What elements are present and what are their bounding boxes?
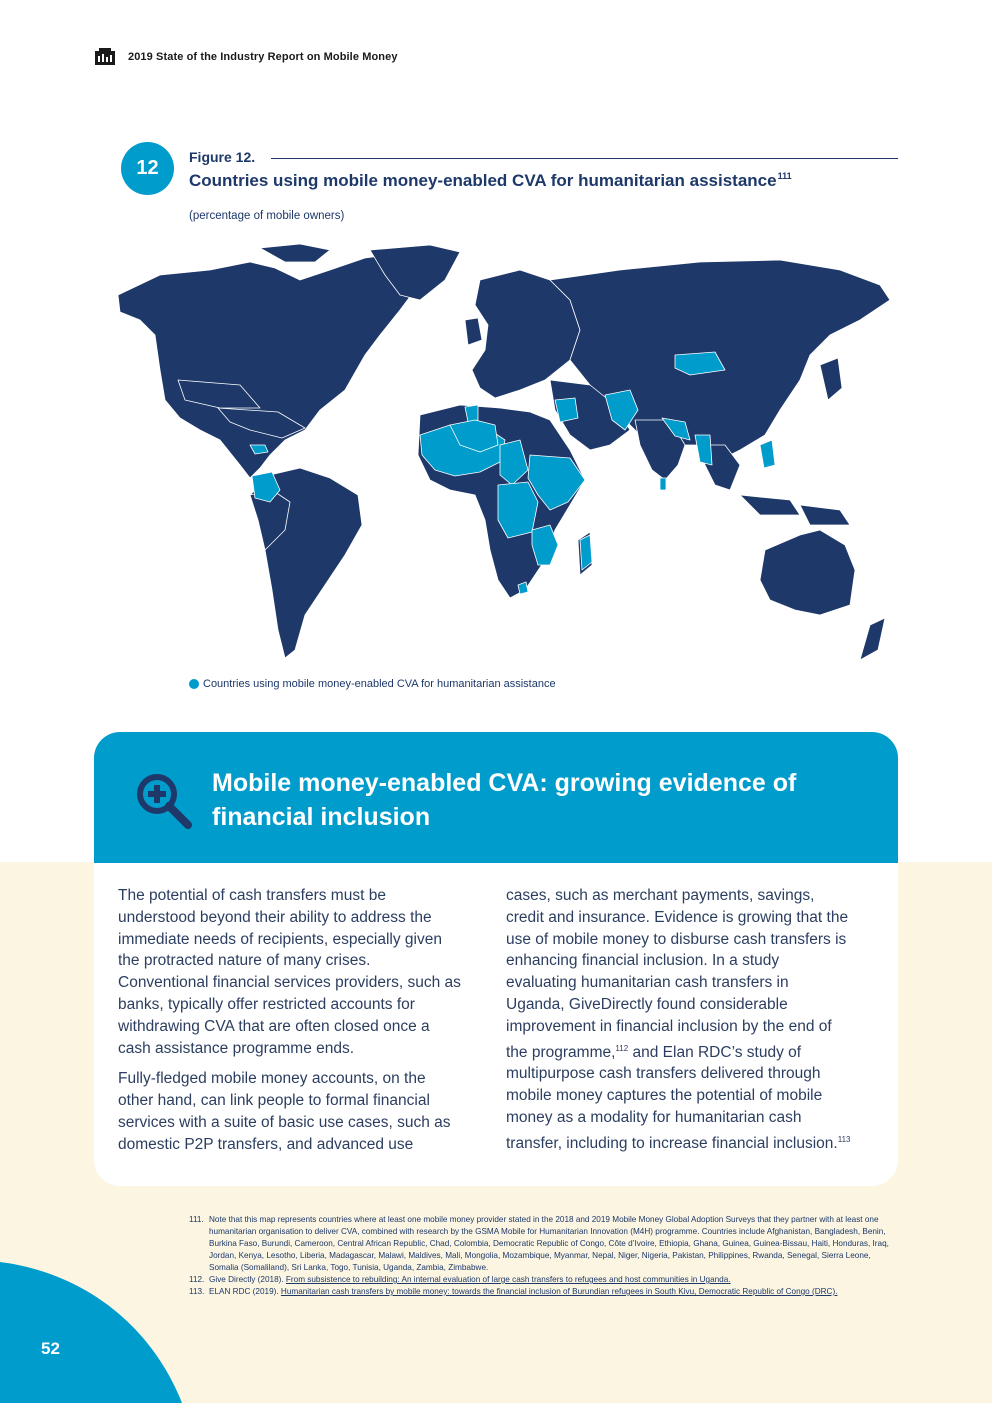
callout-column-1 [118, 885, 463, 1165]
world-map [100, 240, 900, 665]
map-sri-lanka-maldives [660, 478, 666, 490]
map-myanmar [695, 435, 712, 465]
callout-body [94, 863, 898, 1186]
callout-header [94, 732, 898, 863]
footnote-link[interactable]: Humanitarian cash transfers by mobile money: towards the financial inclusion of Burundian refugees in South Kivu, Democratic Republic of Congo (DRC). [280, 1287, 838, 1296]
footnote: 111. Note that this map represents countries where at least one mobile money provider stated in the 2018 and 2019 Mobile Money Global Adoption Surveys that they partner with at least one humanitarian organisation to deliver CVA, combined with research by the GSMA Mobile for Humanitarian Innovation (M4H) programme. Countries include Afghanistan, Bangladesh, Benin, Burkina Faso, Burundi, Cameroon, Central African Republic, Chad, Colombia, Democratic Republic of Congo, Côte d’Ivoire, Ethiopia, Ghana, Guinea, Guinea-Bissau, Haiti, Honduras, Iraq, Jordan, Kenya, Lesotho, Liberia, Madagascar, Malawi, Maldives, Mali, Mongolia, Mozambique, Myanmar, Nepal, Niger, Nigeria, Pakistan, Philippines, Rwanda, Senegal, Sierra Leone, Somalia (Somaliland), Sri Lanka, Togo, Tunisia, Uganda, Zambia, Zimbabwe. [189, 1215, 889, 1272]
figure-title-ref: 111 [777, 171, 792, 181]
page-number: 52 [41, 1339, 60, 1358]
figure-title: Countries using mobile money-enabled CVA for humanitarian assistance$^{111}$ [189, 171, 792, 190]
page-corner-decoration [0, 1262, 182, 1403]
map-philippines [760, 440, 775, 468]
figure-number-badge: 12 [121, 142, 174, 195]
footnote-ref: 112 [615, 1043, 629, 1053]
report-logo-icon [95, 48, 115, 65]
callout-heading: Mobile money-enabled CVA: growing evidence of financial inclusion [212, 769, 797, 831]
zoom-in-icon [133, 770, 195, 832]
report-title: 2019 State of the Industry Report on Mobile Money [128, 50, 398, 63]
map-legend [189, 678, 556, 690]
map-iraq-jordan [555, 398, 578, 422]
footnote-ref: 113 [837, 1134, 851, 1144]
figure-divider [271, 158, 898, 159]
callout-paragraph: The potential of cash transfers must be understood beyond their ability to address the immediate needs of recipients, especially given the protracted nature of many crises. Conventional financial services providers, such as banks, typically offer restricted accounts for withdrawing CVA that are often closed once a cash assistance programme ends. [118, 887, 461, 1057]
callout-paragraph: cases, such as merchant payments, savings, credit and insurance. Evidence is growing that the use of mobile money to disburse cash transfers is enhancing financial inclusion. In a study evaluating humanitarian cash transfers in Uganda, GiveDirectly found considerable improvement in financial inclusion by the end of the programme,$^{112}$ and Elan RDC’s study of multipurpose cash transfers delivered through mobile money captures the potential of mobile money as a modality for humanitarian cash transfer, including to increase financial inclusion.$^{113}$ [506, 887, 851, 1152]
callout-paragraph: Fully-fledged mobile money accounts, on the other hand, can link people to formal financial services with a suite of basic use cases, such as domestic P2P transfers, and advanced use [118, 1070, 451, 1153]
footnote: 112. Give Directly (2018). From subsistence to rebuilding: An internal evaluation of large cash transfers to refugees and host communities in Uganda. [189, 1275, 731, 1284]
running-header [95, 48, 398, 65]
legend-dot-icon [189, 679, 199, 689]
footnote-link[interactable]: From subsistence to rebuilding: An internal evaluation of large cash transfers to refugees and host communities in Uganda. [285, 1275, 731, 1284]
map-arctic-islands [260, 244, 330, 262]
figure-label: Figure 12. [189, 149, 256, 165]
footnote: 113. ELAN RDC (2019). Humanitarian cash transfers by mobile money: towards the financial inclusion of Burundian refugees in South Kivu, Democratic Republic of Congo (DRC). [189, 1287, 838, 1296]
legend-label: Countries using mobile money-enabled CVA for humanitarian assistance [203, 678, 556, 690]
callout-column-2 [506, 885, 851, 1164]
figure-subtitle: (percentage of mobile owners) [189, 210, 345, 222]
footnotes [189, 1214, 901, 1298]
map-north-america [118, 252, 430, 478]
map-australia [760, 530, 855, 615]
